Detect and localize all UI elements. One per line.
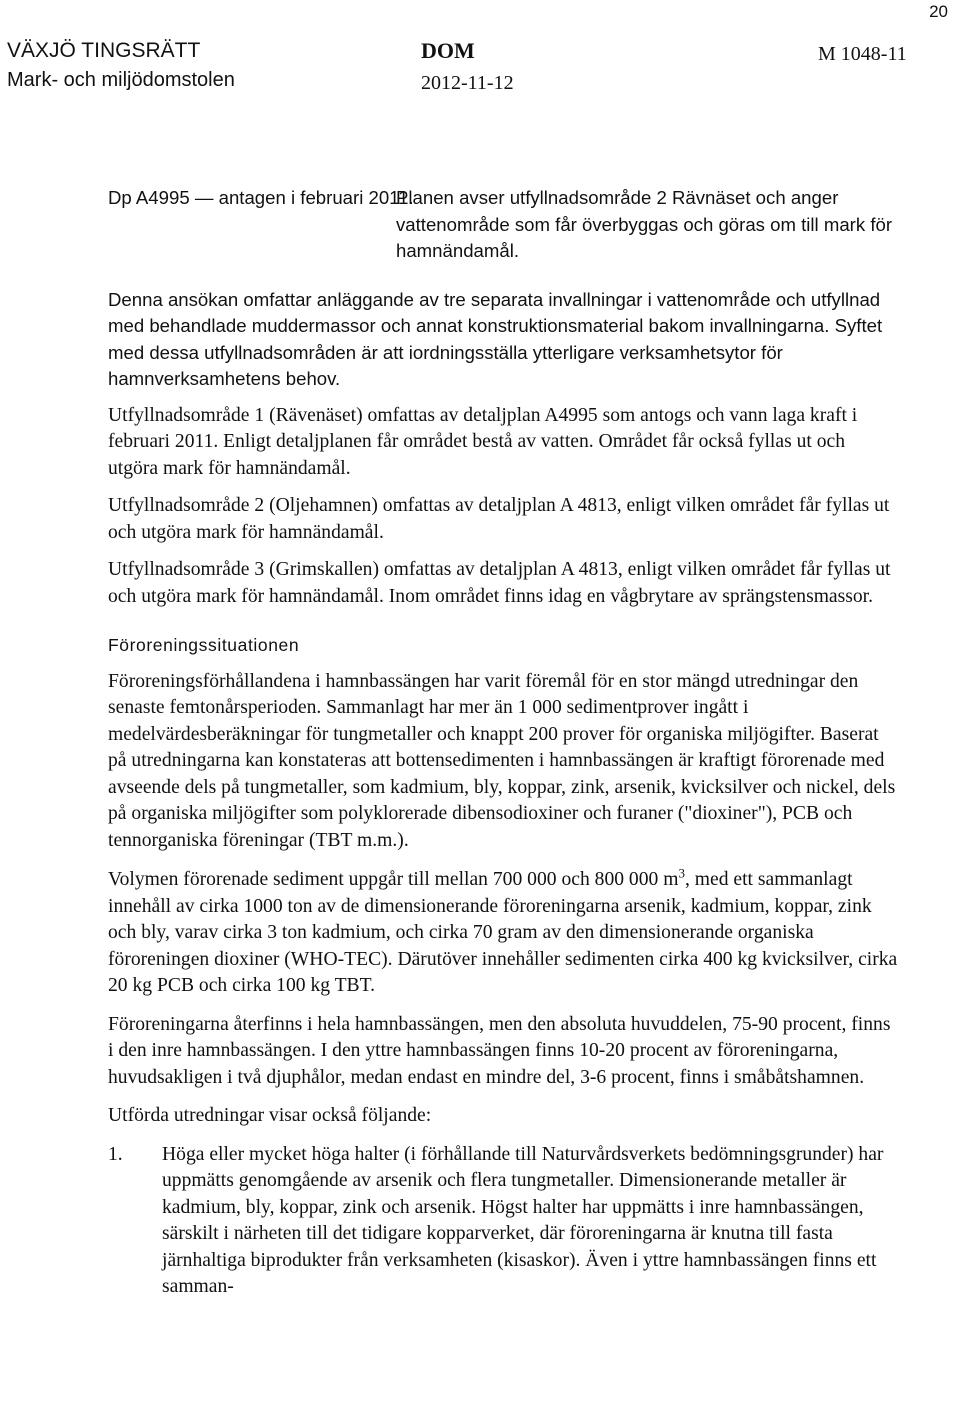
- section-heading: Föroreningssituationen: [108, 635, 300, 655]
- dp-entry-key: Dp A4995 — antagen i februari 2011.: [108, 187, 414, 208]
- list-item: [108, 1142, 898, 1301]
- paragraph-area-3: Utfyllnadsområde 3 (Grimskallen) omfattas av detaljplan A 4813, enligt vilken området får fyllas ut och utgöra mark för hamnändamål. Inom området finns idag en vågbrytare av sprängstensmassor.: [108, 559, 891, 607]
- dp-entry: [108, 185, 898, 265]
- case-number: M 1048-11: [818, 43, 907, 65]
- findings-list: [108, 1142, 898, 1301]
- paragraph-findings-intro: Utförda utredningar visar också följande:: [108, 1105, 432, 1126]
- court-division: Mark- och miljödomstolen: [7, 69, 235, 91]
- volume-text-start: Volymen förorenade sediment uppgår till mellan 700 000 och 800 000 m: [108, 869, 679, 890]
- document-date: 2012-11-12: [421, 72, 514, 94]
- paragraph-area-1: Utfyllnadsområde 1 (Rävenäset) omfattas av detaljplan A4995 som antogs och vann laga kraft i februari 2011. Enligt detaljplanen får området bestå av vatten. Området får också fyllas ut och utgöra mark för hamnändamål.: [108, 404, 858, 479]
- volume-text-end: , med ett sammanlagt innehåll av cirka 1000 ton av de dimensionerande föroreningarna arsenik, kadmium, koppar, zink och bly, varav cirka 3 ton kadmium, och cirka 70 gram av den dimensionerande organiska föroreningen dioxiner (WHO-TEC). Därutöver innehåller sedimenten cirka 400 kg kvicksilver, cirka 20 kg PCB och cirka 100 kg TBT.: [108, 869, 898, 996]
- paragraph-volume: [108, 867, 898, 1000]
- list-item-number: 1.: [108, 1143, 123, 1165]
- paragraph-pollution: Föroreningsförhållandena i hamnbassängen har varit föremål för en stor mängd utredningar den senaste femtonårsperioden. Sammanlagt har mer än 1 000 sedimentprover ingått i medelvärdesberäkningar för tungmetaller och knappt 200 prover för organiska miljögifter. Baserat på utredningarna kan konstateras att bottensedimenten i hamnbassängen är kraftigt förorenade med avseende dels på tungmetaller, som kadmium, bly, koppar, zink, arsenik, kvicksilver och nickel, dels på organiska miljögifter som polyklorerade dibensodioxiner och furaner ("dioxiner"), PCB och tennorganiska föreningar (TBT m.m.).: [108, 670, 896, 851]
- list-item-text: Höga eller mycket höga halter (i förhållande till Naturvårdsverkets bedömningsgrunder) har uppmätts genomgående av arsenik och flera tungmetaller. Dimensionerande metaller är kadmium, bly, koppar, zink och arsenik. Högst halter har uppmätts i inre hamnbassängen, särskilt i närheten till det tidigare kopparverket, där föroreningarna är knutna till fasta järnhaltiga biprodukter från verksamheten (kisaskor). Även i yttre hamnbassängen finns ett samman-: [162, 1143, 884, 1297]
- dp-entry-text: Planen avser utfyllnadsområde 2 Rävnäset och anger vattenområde som får överbyggas och göras om till mark för hamnändamål.: [396, 187, 893, 261]
- paragraph-distribution: Föroreningarna återfinns i hela hamnbassängen, men den absoluta huvuddelen, 75-90 procent, finns i den inre hamnbassängen. I den yttre hamnbassängen finns 10-20 procent av föroreningarna, huvudsakligen i två djuphålor, medan endast en mindre del, 3-6 procent, finns i småbåtshamnen.: [108, 1013, 891, 1088]
- paragraph-area-2: Utfyllnadsområde 2 (Oljehamnen) omfattas av detaljplan A 4813, enligt vilken området får fyllas ut och utgöra mark för hamnändamål.: [108, 495, 890, 543]
- document-type: DOM: [421, 38, 475, 63]
- volume-unit-exponent: 3: [678, 865, 685, 881]
- paragraph-application: Denna ansökan omfattar anläggande av tre separata invallningar i vattenområde och utfyllnad med behandlade muddermassor och annat konstruktionsmaterial bakom invallningarna. Syftet med dessa utfyllnadsområden är att iordningsställa ytterligare verksamhetsytor för hamnverksamhetens behov.: [108, 288, 883, 389]
- court-name: VÄXJÖ TINGSRÄTT: [7, 39, 201, 62]
- document-body: [108, 185, 898, 1301]
- page-number: 20: [929, 2, 948, 21]
